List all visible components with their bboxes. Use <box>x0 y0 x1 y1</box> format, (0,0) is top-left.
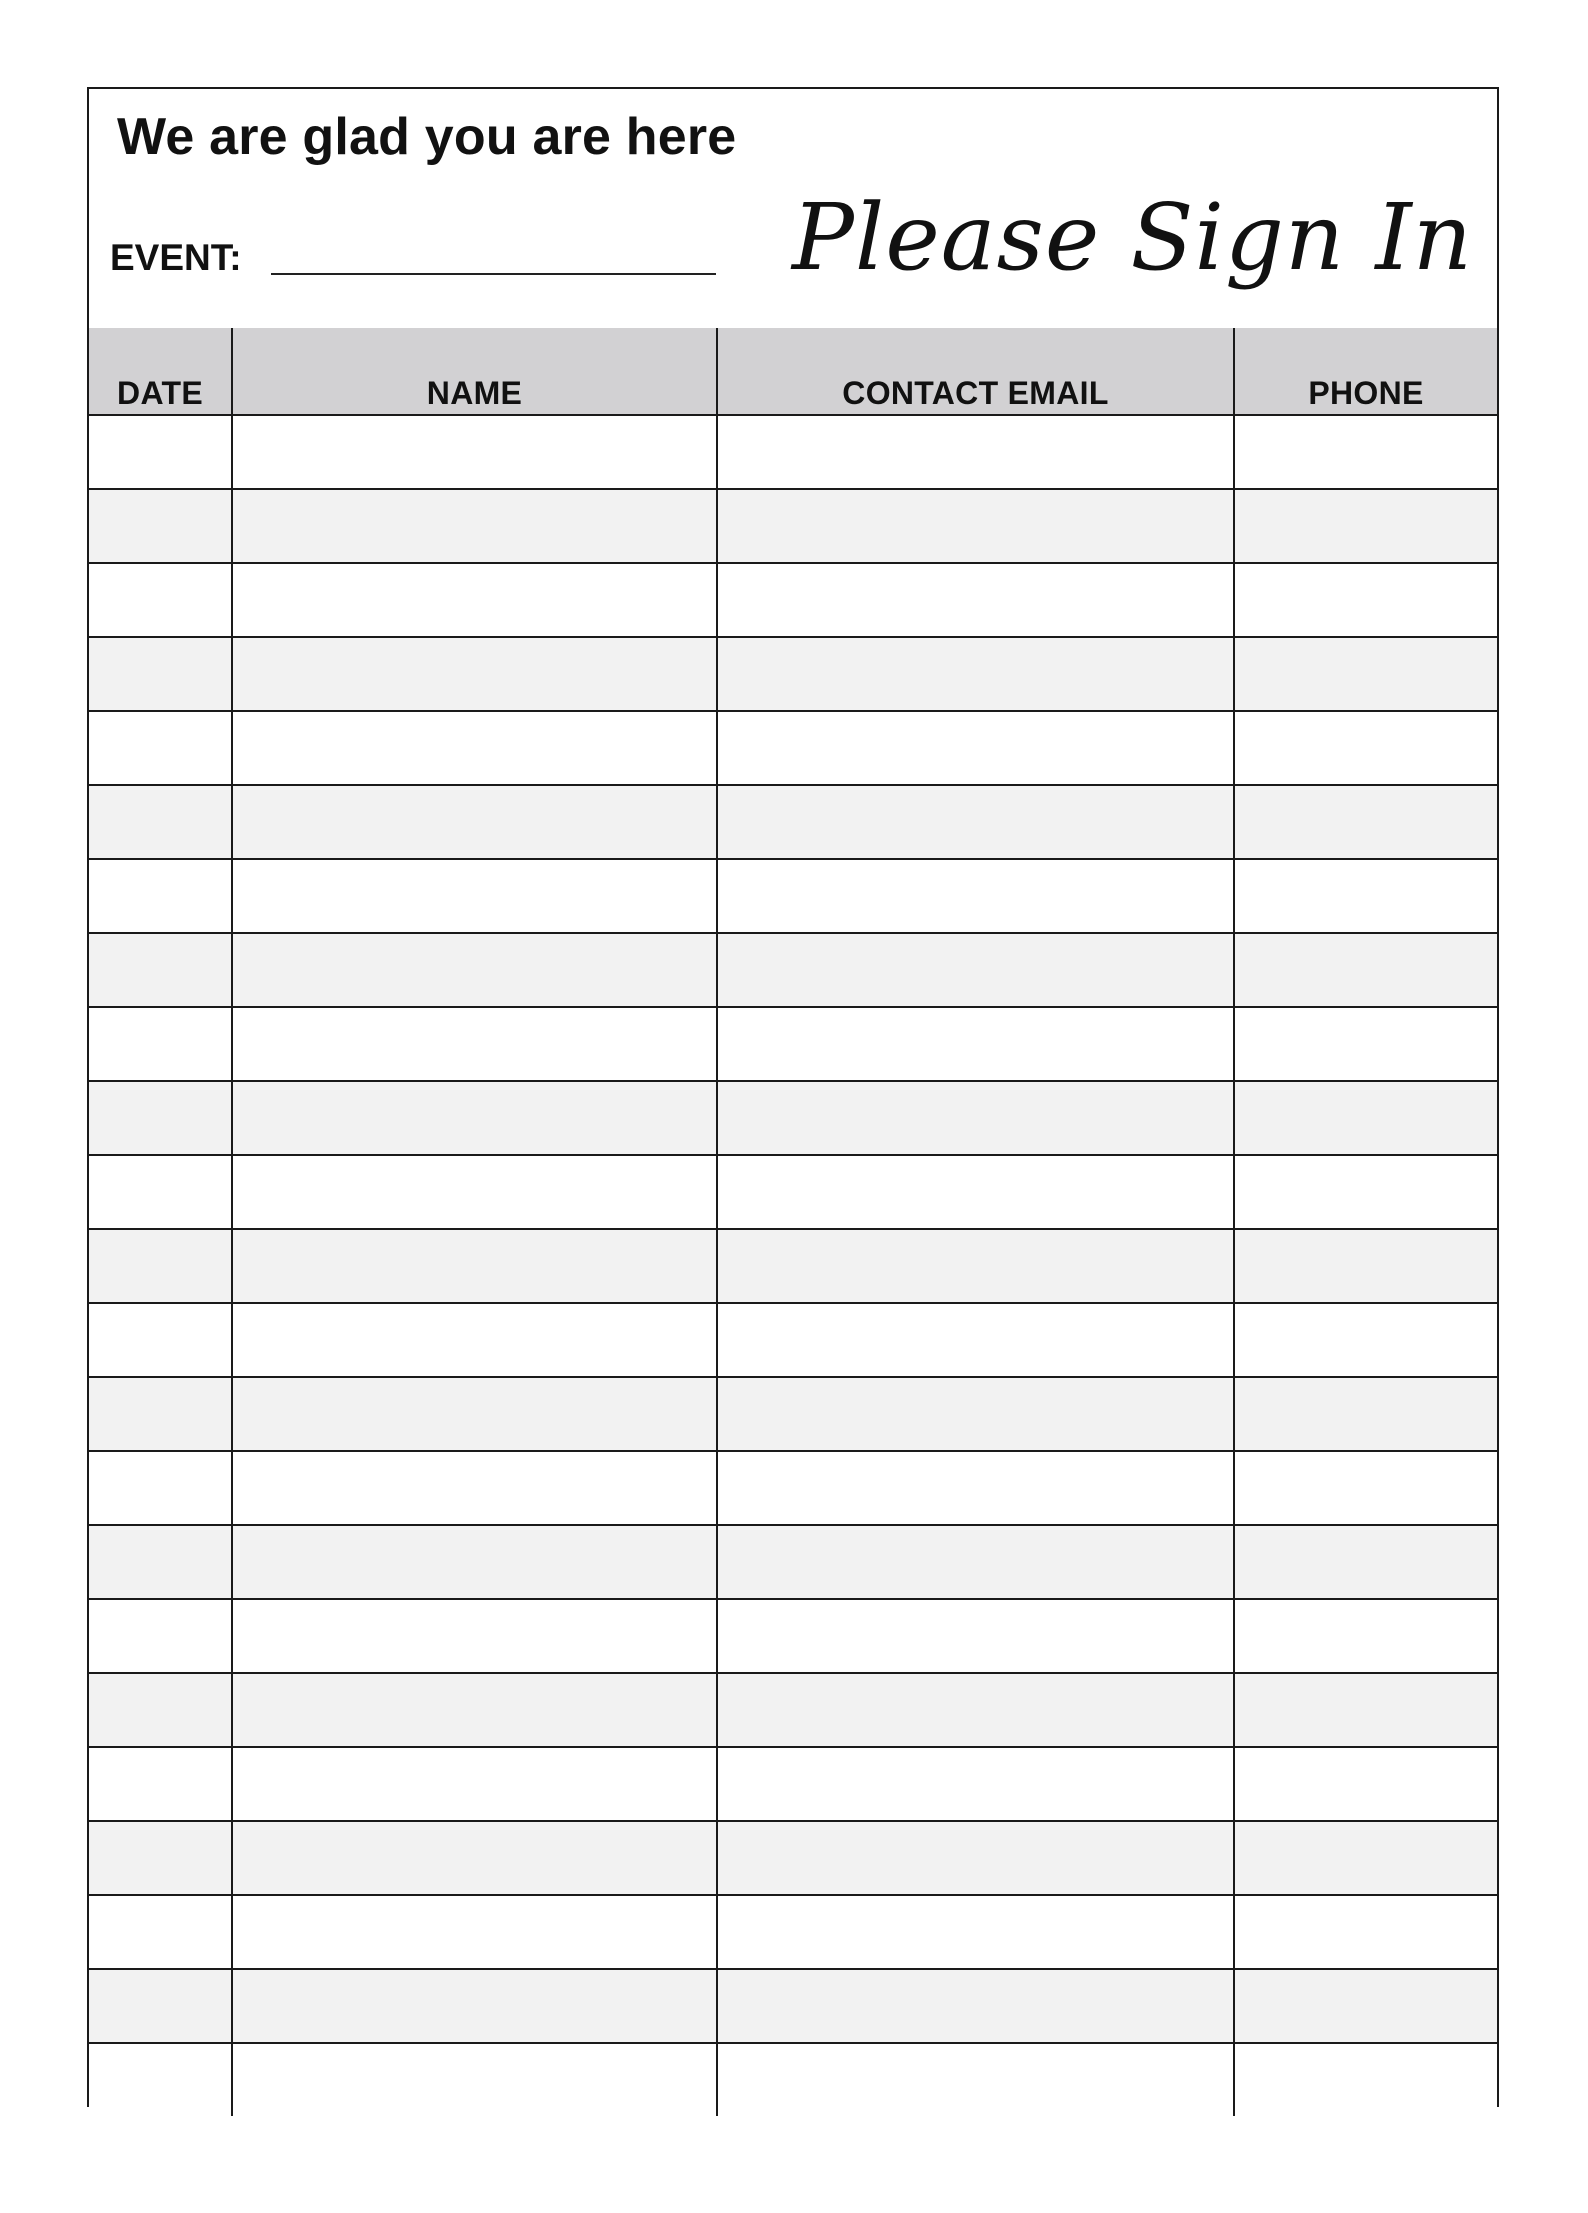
date-cell[interactable] <box>89 1525 232 1599</box>
name-cell[interactable] <box>232 1969 717 2043</box>
event-blank-line[interactable] <box>271 273 716 275</box>
phone-cell[interactable] <box>1234 1673 1497 1747</box>
table-row <box>89 1969 1497 2043</box>
table-row <box>89 1673 1497 1747</box>
date-cell[interactable] <box>89 785 232 859</box>
table-row <box>89 1451 1497 1525</box>
name-cell[interactable] <box>232 711 717 785</box>
sign-in-table <box>89 328 1497 2116</box>
contact-email-cell[interactable] <box>717 1747 1234 1821</box>
contact-email-cell[interactable] <box>717 1969 1234 2043</box>
date-cell[interactable] <box>89 2043 232 2116</box>
phone-cell[interactable] <box>1234 933 1497 1007</box>
phone-cell[interactable] <box>1234 1451 1497 1525</box>
phone-cell[interactable] <box>1234 1525 1497 1599</box>
table-row <box>89 785 1497 859</box>
table-row <box>89 1377 1497 1451</box>
please-sign-in-title: Please Sign In <box>792 184 1473 291</box>
date-cell[interactable] <box>89 1229 232 1303</box>
table-row <box>89 1229 1497 1303</box>
table-row <box>89 711 1497 785</box>
phone-cell[interactable] <box>1234 785 1497 859</box>
contact-email-cell[interactable] <box>717 1673 1234 1747</box>
contact-email-cell[interactable] <box>717 1303 1234 1377</box>
column-header-phone: PHONE <box>1234 328 1497 415</box>
phone-cell[interactable] <box>1234 563 1497 637</box>
phone-cell[interactable] <box>1234 1747 1497 1821</box>
phone-cell[interactable] <box>1234 1821 1497 1895</box>
date-cell[interactable] <box>89 859 232 933</box>
date-cell[interactable] <box>89 1673 232 1747</box>
table-row <box>89 859 1497 933</box>
name-cell[interactable] <box>232 1155 717 1229</box>
date-cell[interactable] <box>89 1377 232 1451</box>
table-row <box>89 1525 1497 1599</box>
table-header-row <box>89 328 1497 415</box>
date-cell[interactable] <box>89 933 232 1007</box>
name-cell[interactable] <box>232 563 717 637</box>
table-row <box>89 1747 1497 1821</box>
contact-email-cell[interactable] <box>717 933 1234 1007</box>
name-cell[interactable] <box>232 1525 717 1599</box>
table-row <box>89 1303 1497 1377</box>
date-cell[interactable] <box>89 489 232 563</box>
contact-email-cell[interactable] <box>717 1895 1234 1969</box>
name-cell[interactable] <box>232 1007 717 1081</box>
table-row <box>89 1821 1497 1895</box>
date-cell[interactable] <box>89 1007 232 1081</box>
date-cell[interactable] <box>89 1155 232 1229</box>
contact-email-cell[interactable] <box>717 637 1234 711</box>
sheet-header <box>89 89 1497 330</box>
date-cell[interactable] <box>89 563 232 637</box>
name-cell[interactable] <box>232 1303 717 1377</box>
table-row <box>89 2043 1497 2116</box>
contact-email-cell[interactable] <box>717 563 1234 637</box>
table-row <box>89 1895 1497 1969</box>
table-body <box>89 415 1497 2116</box>
date-cell[interactable] <box>89 1303 232 1377</box>
column-header-name: NAME <box>232 328 717 415</box>
phone-cell[interactable] <box>1234 1599 1497 1673</box>
greeting-heading: We are glad you are here <box>117 108 737 166</box>
contact-email-cell[interactable] <box>717 1229 1234 1303</box>
date-cell[interactable] <box>89 1599 232 1673</box>
date-cell[interactable] <box>89 1451 232 1525</box>
contact-email-cell[interactable] <box>717 2043 1234 2116</box>
name-cell[interactable] <box>232 1599 717 1673</box>
date-cell[interactable] <box>89 711 232 785</box>
table-row <box>89 933 1497 1007</box>
date-cell[interactable] <box>89 637 232 711</box>
contact-email-cell[interactable] <box>717 785 1234 859</box>
table-row <box>89 489 1497 563</box>
column-header-contact-email: CONTACT EMAIL <box>717 328 1234 415</box>
date-cell[interactable] <box>89 1895 232 1969</box>
date-cell[interactable] <box>89 1747 232 1821</box>
name-cell[interactable] <box>232 489 717 563</box>
name-cell[interactable] <box>232 1747 717 1821</box>
name-cell[interactable] <box>232 415 717 489</box>
name-cell[interactable] <box>232 1377 717 1451</box>
name-cell[interactable] <box>232 1821 717 1895</box>
phone-cell[interactable] <box>1234 415 1497 489</box>
date-cell[interactable] <box>89 415 232 489</box>
name-cell[interactable] <box>232 1229 717 1303</box>
table-row <box>89 1081 1497 1155</box>
contact-email-cell[interactable] <box>717 1599 1234 1673</box>
phone-cell[interactable] <box>1234 1007 1497 1081</box>
table-row <box>89 415 1497 489</box>
contact-email-cell[interactable] <box>717 1821 1234 1895</box>
contact-email-cell[interactable] <box>717 859 1234 933</box>
phone-cell[interactable] <box>1234 1895 1497 1969</box>
table-row <box>89 563 1497 637</box>
name-cell[interactable] <box>232 2043 717 2116</box>
table-row <box>89 637 1497 711</box>
table-row <box>89 1007 1497 1081</box>
name-cell[interactable] <box>232 1673 717 1747</box>
date-cell[interactable] <box>89 1821 232 1895</box>
contact-email-cell[interactable] <box>717 1081 1234 1155</box>
phone-cell[interactable] <box>1234 489 1497 563</box>
contact-email-cell[interactable] <box>717 711 1234 785</box>
name-cell[interactable] <box>232 933 717 1007</box>
phone-cell[interactable] <box>1234 1969 1497 2043</box>
event-label: EVENT: <box>110 237 242 278</box>
phone-cell[interactable] <box>1234 1081 1497 1155</box>
name-cell[interactable] <box>232 1895 717 1969</box>
phone-cell[interactable] <box>1234 637 1497 711</box>
contact-email-cell[interactable] <box>717 1155 1234 1229</box>
name-cell[interactable] <box>232 1451 717 1525</box>
column-header-date: DATE <box>89 328 232 415</box>
phone-cell[interactable] <box>1234 2043 1497 2116</box>
phone-cell[interactable] <box>1234 859 1497 933</box>
contact-email-cell[interactable] <box>717 1377 1234 1451</box>
name-cell[interactable] <box>232 859 717 933</box>
date-cell[interactable] <box>89 1081 232 1155</box>
phone-cell[interactable] <box>1234 711 1497 785</box>
name-cell[interactable] <box>232 1081 717 1155</box>
name-cell[interactable] <box>232 785 717 859</box>
phone-cell[interactable] <box>1234 1377 1497 1451</box>
table-row <box>89 1155 1497 1229</box>
phone-cell[interactable] <box>1234 1303 1497 1377</box>
sign-in-sheet <box>87 87 1499 2107</box>
contact-email-cell[interactable] <box>717 1007 1234 1081</box>
contact-email-cell[interactable] <box>717 489 1234 563</box>
contact-email-cell[interactable] <box>717 415 1234 489</box>
contact-email-cell[interactable] <box>717 1525 1234 1599</box>
table-row <box>89 1599 1497 1673</box>
contact-email-cell[interactable] <box>717 1451 1234 1525</box>
name-cell[interactable] <box>232 637 717 711</box>
phone-cell[interactable] <box>1234 1229 1497 1303</box>
phone-cell[interactable] <box>1234 1155 1497 1229</box>
date-cell[interactable] <box>89 1969 232 2043</box>
